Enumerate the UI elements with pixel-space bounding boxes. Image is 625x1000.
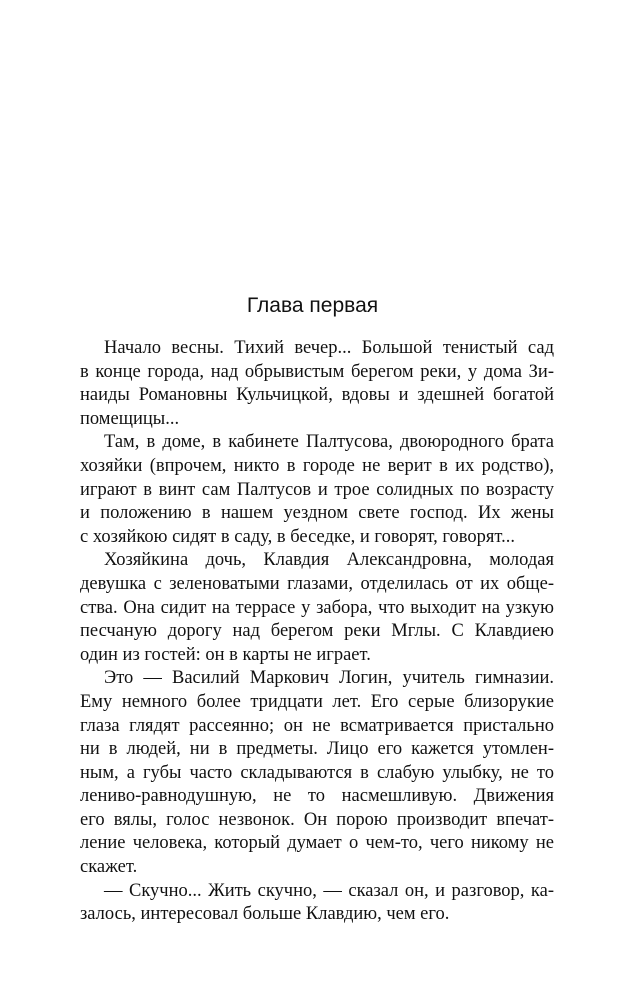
text-line: глаза глядят рассеянно; он не всматривается пристально: [80, 715, 554, 736]
text-line: наиды Романовны Кульчицкой, вдовы и здешней богатой: [80, 385, 554, 406]
text-line: в конце города, над обрывистым берегом реки, у дома Зи-: [80, 361, 554, 382]
text-line: его вялы, голос незвонок. Он порою производит впечат-: [80, 809, 554, 830]
text-line: помещицы...: [80, 408, 180, 429]
chapter-title: Глава первая: [246, 294, 379, 317]
text-line: скажет.: [80, 857, 138, 878]
text-line: лениво-равнодушную, не то насмешливую. Движения: [80, 786, 554, 807]
text-line: ление человека, который думает о чем-то, чего никому не: [80, 833, 554, 854]
text-line: хозяйки (впрочем, никто в городе не верит в их родство),: [80, 455, 554, 476]
text-line: ни в людей, ни в предметы. Лицо его кажется утомлен-: [80, 739, 554, 760]
text-line: один из гостей: он в карты не играет.: [80, 644, 371, 665]
text-line: ным, а губы часто складываются в слабую улыбку, не то: [80, 762, 554, 783]
text-line: ства. Она сидит на террасе у забора, что выходит на узкую: [80, 597, 554, 618]
text-line: Хозяйкина дочь, Клавдия Александровна, молодая: [104, 550, 554, 571]
text-line: залось, интересовал больше Клавдию, чем его.: [80, 904, 450, 925]
chapter-text: [80, 337, 554, 927]
text-line: и положению в нашем уездном свете господ. Их жены: [80, 503, 554, 524]
text-line: Начало весны. Тихий вечер... Большой тенистый сад: [104, 338, 554, 358]
text-line: Ему немного более тридцати лет. Его серые близорукие: [80, 691, 554, 712]
text-line: играют в винт сам Палтусов и трое солидных по возрасту: [80, 479, 554, 500]
text-line: Там, в доме, в кабинете Палтусова, двоюродного брата: [104, 432, 554, 453]
text-line: песчаную дорогу над берегом реки Мглы. С Клавдиею: [80, 621, 554, 642]
text-line: девушка с зеленоватыми глазами, отделилась от их обще-: [80, 573, 554, 594]
text-line: с хозяйкою сидят в саду, в беседке, и говорят, говорят...: [80, 526, 515, 547]
text-line: — Скучно... Жить скучно, — сказал он, и разговор, ка-: [104, 880, 554, 901]
text-line: Это — Василий Маркович Логин, учитель гимназии.: [104, 668, 554, 689]
